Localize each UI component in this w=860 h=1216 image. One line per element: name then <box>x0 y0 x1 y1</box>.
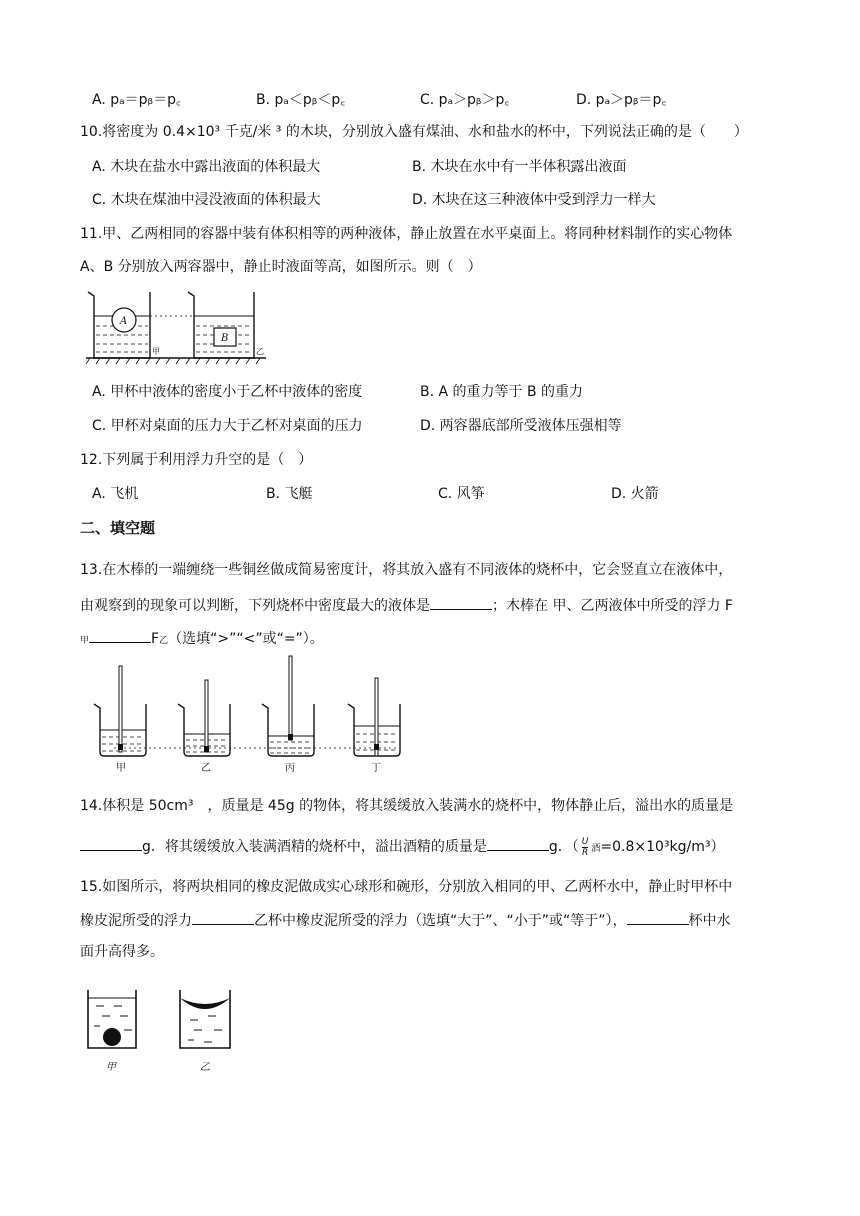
q11-option-c: C. 甲杯对桌面的压力大于乙杯对桌面的压力 <box>92 418 363 434</box>
q14-line2 <box>80 836 725 859</box>
q13-blank-2[interactable] <box>89 628 151 643</box>
q12-option-a: A. 飞机 <box>92 486 139 502</box>
q14-blank-1[interactable] <box>80 836 142 851</box>
q13-line2 <box>80 595 733 616</box>
q15-label-jia: 甲 <box>106 1062 116 1073</box>
q13-text-b: ；木棒在 甲、乙两液体中所受的浮力 F <box>492 598 733 614</box>
q11-label-yi: 乙 <box>256 347 264 356</box>
q15-line1: 15.如图所示，将两块相同的橡皮泥做成实心球形和碗形，分别放入相同的甲、乙两杯水中，静止时甲杯中 <box>80 879 733 895</box>
q14-text-b: g．（ <box>548 839 579 855</box>
q14-text-c: =0.8×10³kg/m³） <box>600 839 725 855</box>
q10-option-a: A. 木块在盐水中露出液面的体积最大 <box>92 159 321 175</box>
q10-option-c: C. 木块在煤油中浸没液面的体积最大 <box>92 192 321 208</box>
q15-figure-clay-cups <box>82 986 252 1076</box>
q14-text-a: g．将其缓缓放入装满酒精的烧杯中，溢出酒精的质量是 <box>142 839 487 855</box>
q15-blank-1[interactable] <box>192 910 254 925</box>
q11-figure-beakers <box>84 286 274 366</box>
q14-sub-jiu: 酒 <box>591 844 601 854</box>
q12-stem: 12.下列属于利用浮力升空的是（ ） <box>80 452 313 468</box>
q15-text-c: 杯中水 <box>688 913 731 929</box>
q14-line1: 14.体积是 50cm³ ，质量是 45g 的物体，将其缓缓放入装满水的烧杯中，物体静止后，溢出水的质量是 <box>80 798 734 814</box>
q15-blank-2[interactable] <box>627 910 689 925</box>
q9-option-b: B. pₐ＜pᵦ＜p꜀ <box>256 92 346 108</box>
q11-label-a: A <box>120 316 128 327</box>
q13-line3 <box>80 628 324 651</box>
q14-fraction: $\frac{U}{R}$ <box>581 836 589 858</box>
q10-option-b: B. 木块在水中有一半体积露出液面 <box>412 159 627 175</box>
q12-option-b: B. 飞艇 <box>266 486 313 502</box>
q11-option-b: B. A 的重力等于 B 的重力 <box>420 384 584 400</box>
section-title-fill-in: 二、填空题 <box>80 519 156 537</box>
q12-option-d: D. 火箭 <box>611 486 659 502</box>
q13-sub-jia: 甲 <box>80 636 90 646</box>
q15-text-b: 乙杯中橡皮泥所受的浮力（选填“大于”、“小于”或“等于”）， <box>254 913 627 929</box>
q13-sub-yi: 乙 <box>159 636 169 646</box>
q14-blank-2[interactable] <box>487 836 549 851</box>
q13-figure-density-meters <box>86 652 426 774</box>
q9-option-d: D. pₐ＞pᵦ＝p꜀ <box>576 92 667 108</box>
q9-option-a: A. pₐ＝pᵦ＝p꜀ <box>92 92 181 108</box>
q13-line1: 13.在木棒的一端缠绕一些铜丝做成简易密度计，将其放入盛有不同液体的烧杯中，它会竖直立在液体中， <box>80 562 733 578</box>
q13-label-yi: 乙 <box>201 763 211 774</box>
q11-stem-line1: 11.甲、乙两相同的容器中装有体积相等的两种液体，静止放置在水平桌面上。将同种材料制作的实心物体 <box>80 226 733 242</box>
q11-option-d: D. 两容器底部所受液体压强相等 <box>420 418 622 434</box>
q11-label-jia: 甲 <box>152 347 160 356</box>
q11-stem-line2: A、B 分别放入两容器中，静止时液面等高，如图所示。则（ ） <box>80 259 482 275</box>
q15-line3: 面升高得多。 <box>80 944 164 960</box>
q11-label-b: B <box>221 333 229 344</box>
q10-option-d: D. 木块在这三种液体中受到浮力一样大 <box>412 192 656 208</box>
q10-stem: 10.将密度为 0.4×10³ 千克/米 ³ 的木块，分别放入盛有煤油、水和盐水的杯中，下列说法正确的是（ ） <box>80 124 748 140</box>
q15-line2 <box>80 910 731 931</box>
q13-f: F <box>151 631 160 647</box>
q11-option-a: A. 甲杯中液体的密度小于乙杯中液体的密度 <box>92 384 363 400</box>
q13-label-jia: 甲 <box>116 763 126 774</box>
q13-text-a: 由观察到的现象可以判断，下列烧杯中密度最大的液体是 <box>80 598 430 614</box>
q9-option-c: C. pₐ＞pᵦ＞p꜀ <box>420 92 510 108</box>
q13-blank-1[interactable] <box>430 595 492 610</box>
q13-tail: （选填“>”“<”或“=”）。 <box>168 631 324 647</box>
q13-label-bing: 丙 <box>285 763 295 774</box>
q15-label-yi: 乙 <box>200 1062 210 1073</box>
q13-label-ding: 丁 <box>371 763 381 774</box>
q12-option-c: C. 风筝 <box>438 486 485 502</box>
q15-text-a: 橡皮泥所受的浮力 <box>80 913 192 929</box>
